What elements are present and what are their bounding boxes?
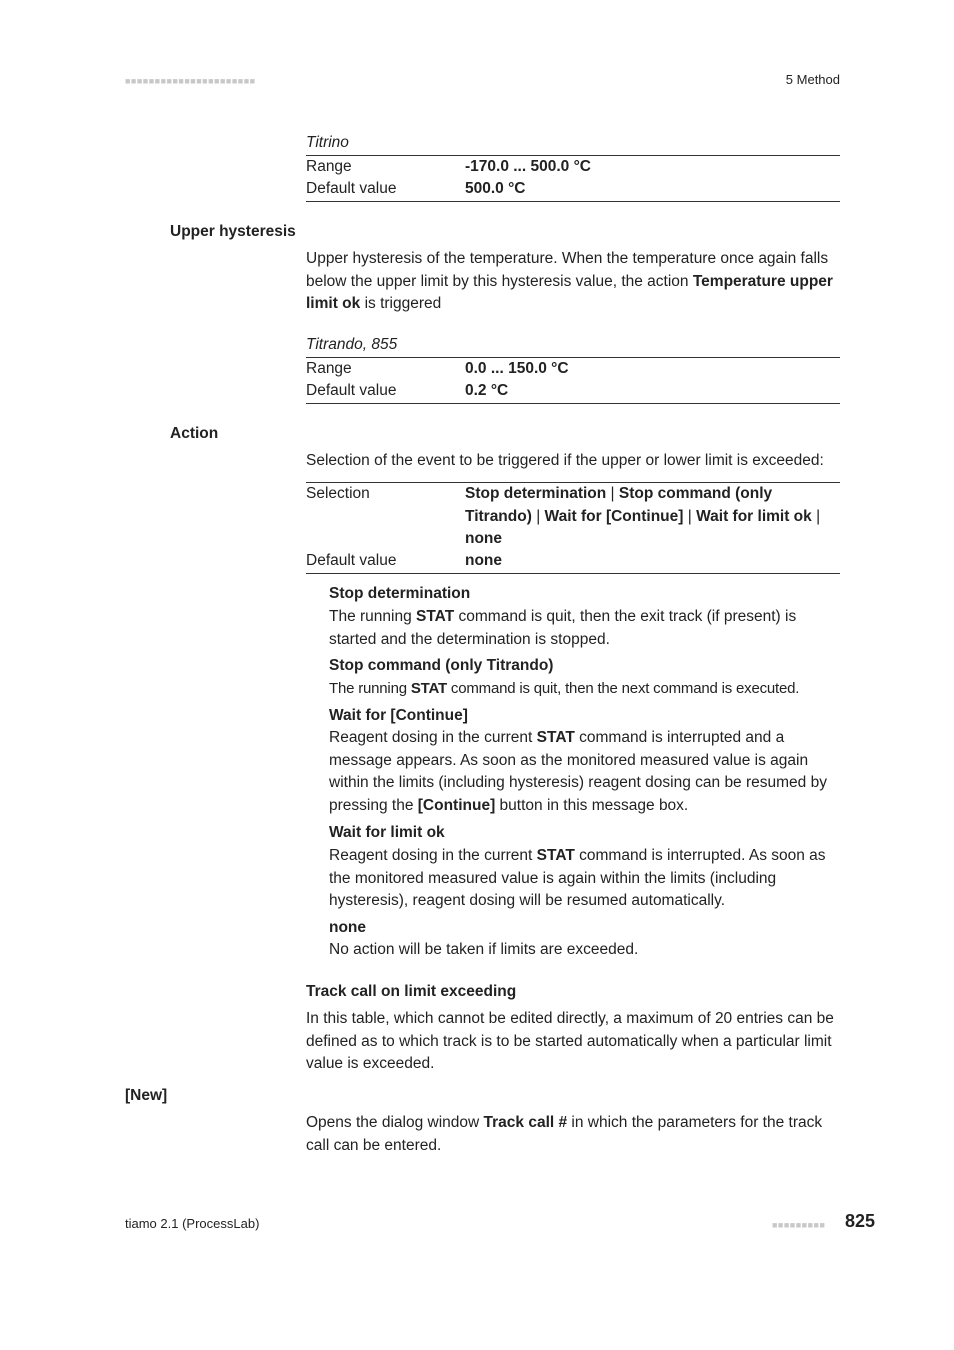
row-value: 0.0 ... 150.0 °C xyxy=(465,360,569,377)
table-row xyxy=(306,483,840,551)
option-title: Stop command (only Titrando) xyxy=(329,657,554,674)
option-title: Stop determination xyxy=(329,585,471,602)
option-description: The running STAT command is quit, then the next command is executed. xyxy=(329,680,800,697)
row-key: Selection xyxy=(306,485,370,502)
option-title: none xyxy=(329,919,367,936)
row-key: Default value xyxy=(306,552,397,569)
option-description: The running STAT command is quit, then the exit track (if present) is started and the determination is stopped. xyxy=(329,608,797,648)
selection-options: Stop determination | Stop command (only Titrando) | Wait for [Continue] | Wait for limit ok | none xyxy=(465,485,821,547)
new-button-heading: [New] xyxy=(125,1087,168,1104)
chapter-title: 5 Method xyxy=(785,72,840,87)
option-description: No action will be taken if limits are exceeded. xyxy=(329,941,639,958)
option-description: Reagent dosing in the current STAT command is interrupted and a message appears. As soon as the monitored measured value is again within the limits (including hysteresis) reagent dosing can be resumed by pressing the [Continue] button in this message box. xyxy=(329,729,827,814)
titrino-table-caption: Titrino xyxy=(306,134,349,151)
titrando-table-caption: Titrando, 855 xyxy=(306,336,398,353)
track-call-description: In this table, which cannot be edited directly, a maximum of 20 entries can be defined as to which track is to be started automatically when a particular limit value is exceeded. xyxy=(306,1010,834,1072)
table-rule xyxy=(306,201,840,202)
upper-hysteresis-description: Upper hysteresis of the temperature. When the temperature once again falls below the upper limit by this hysteresis value, the action Temperature upper limit ok is triggered xyxy=(306,250,833,312)
upper-hysteresis-heading: Upper hysteresis xyxy=(170,223,296,240)
row-key: Default value xyxy=(306,180,397,197)
row-key: Default value xyxy=(306,382,397,399)
row-value: none xyxy=(465,552,503,569)
row-key: Range xyxy=(306,158,352,175)
row-value: 500.0 °C xyxy=(465,180,526,197)
footer-decoration: ■■■■■■■■■ xyxy=(772,1220,826,1230)
new-button-description: Opens the dialog window Track call # in which the parameters for the track call can be entered. xyxy=(306,1114,823,1154)
option-title: Wait for limit ok xyxy=(329,824,445,841)
action-heading: Action xyxy=(170,425,219,442)
row-value: -170.0 ... 500.0 °C xyxy=(465,158,591,175)
footer-product: tiamo 2.1 (ProcessLab) xyxy=(125,1216,260,1231)
row-value: 0.2 °C xyxy=(465,382,509,399)
row-key: Range xyxy=(306,360,352,377)
track-call-heading: Track call on limit exceeding xyxy=(306,983,517,1000)
header-decoration: ■■■■■■■■■■■■■■■■■■■■■■ xyxy=(125,76,256,86)
table-rule xyxy=(306,573,840,574)
page-number: 825 xyxy=(845,1211,876,1231)
option-description: Reagent dosing in the current STAT command is interrupted. As soon as the monitored measured value is again within the limits (including hysteresis), reagent dosing will be resumed automatically. xyxy=(329,847,826,909)
action-intro: Selection of the event to be triggered if the upper or lower limit is exceeded: xyxy=(306,452,824,469)
table-rule xyxy=(306,403,840,404)
option-title: Wait for [Continue] xyxy=(329,707,468,724)
